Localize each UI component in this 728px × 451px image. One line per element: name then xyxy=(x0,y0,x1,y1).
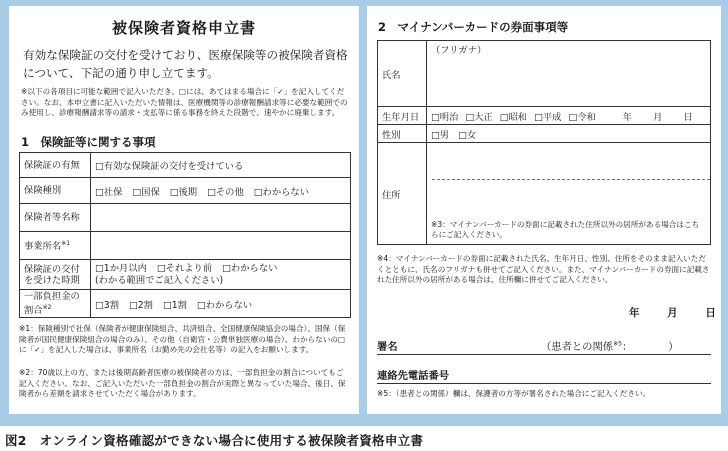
checkbox-option[interactable]: □その他 xyxy=(207,186,244,198)
table-row xyxy=(20,178,351,204)
unit-year: 年 xyxy=(629,307,640,319)
note-5: ※5：（患者との関係）欄は、保護者の方等が署名された場合にご記入ください。 xyxy=(377,389,651,398)
row-label xyxy=(20,232,91,260)
row-label: 保険証の交付を受けた時期 xyxy=(20,260,91,290)
table-row xyxy=(20,204,351,232)
sign-date xyxy=(629,305,716,320)
row-label: 生年月日 xyxy=(378,107,427,125)
checkbox-option[interactable]: □社保 xyxy=(95,186,123,198)
note-top: ※以下の各項目に可能な範囲で記入いただき、□には、あてはまる場合に「✓」を記入してください。なお、本申立書に記入いただいた情報は、医療機関等の診療報酬請求等に必要な範囲でのみ使用し、診療報酬請求等の請求・支払等に係る事務を終えた段階で、速やかに廃棄します。 xyxy=(21,87,348,118)
row-value[interactable] xyxy=(91,232,351,260)
table-row xyxy=(20,153,351,178)
row-options xyxy=(91,290,351,318)
checkbox-option[interactable]: □令和 xyxy=(568,111,596,123)
relation-end: ： ） xyxy=(621,341,679,353)
row-label-text: 事業所名 xyxy=(24,241,62,253)
unit-day: 日 xyxy=(683,111,693,123)
right-panel xyxy=(367,6,721,414)
table-row xyxy=(378,41,711,107)
checkbox-option[interactable]: □後期 xyxy=(169,186,198,198)
unit-month: 月 xyxy=(667,307,678,319)
sex-options xyxy=(427,125,711,143)
birth-options xyxy=(427,107,711,125)
left-panel xyxy=(9,6,359,414)
checkbox-option[interactable]: □明治 xyxy=(431,111,459,123)
checkbox-option[interactable]: □女 xyxy=(458,129,477,141)
relation-label: （患者との関係 xyxy=(541,341,614,353)
table-row xyxy=(378,143,711,245)
form-title: 被保険者資格申立書 xyxy=(111,19,256,37)
note-3: ※3：マイナンバーカードの券面に記載された住所以外の居所がある場合はこちらにご記入ください。 xyxy=(431,219,700,240)
furigana-label: （フリガナ） xyxy=(431,45,487,56)
mynumber-table xyxy=(377,40,711,245)
row-value[interactable]: □有効な保険証の交付を受けている xyxy=(91,153,351,178)
row-subtext: (わかる範囲でご記入ください) xyxy=(95,274,224,286)
checkbox-option[interactable]: □それより前 xyxy=(156,262,213,274)
table-row xyxy=(378,107,711,125)
row-options xyxy=(91,260,351,290)
unit-month: 月 xyxy=(653,111,663,123)
row-options xyxy=(91,178,351,204)
note-2: ※2：70歳以上の方、または後期高齢者医療の被保険者の方は、一部負担金の割合についてもご記入ください。なお、ご記入いただいた一部負担金の割合が実際と異なっていた場合、後日、保険者から差額を請求させていただく場合があります。 xyxy=(19,368,346,399)
row-label: 保険種別 xyxy=(20,178,91,204)
row-label: 保険者等名称 xyxy=(20,204,91,232)
intro-text: 有効な保険証の交付を受けており、医療保険等の被保険者資格について、下記の通り申し立てます。 xyxy=(23,48,348,80)
figure-caption: 図2 オンライン資格確認ができない場合に使用する被保険者資格申立書 xyxy=(5,433,424,448)
section2-heading: 2 マイナンバーカードの券面事項等 xyxy=(378,20,569,34)
table-row xyxy=(20,290,351,318)
name-field[interactable] xyxy=(427,41,711,107)
address-divider xyxy=(432,179,710,180)
insurance-table xyxy=(19,152,351,318)
checkbox-option[interactable]: □わからない xyxy=(253,186,310,198)
signature-line xyxy=(377,354,711,355)
address-field[interactable] xyxy=(427,143,711,245)
signature-label: 署名 xyxy=(377,341,398,353)
unit-day: 日 xyxy=(705,307,716,319)
row-label-sup: ※1 xyxy=(61,240,71,248)
phone-line[interactable] xyxy=(377,383,711,384)
row-label: 保険証の有無 xyxy=(20,153,91,178)
checkbox-option[interactable]: □2割 xyxy=(128,299,153,311)
checkbox-option[interactable]: □1か月以内 xyxy=(95,262,147,274)
checkbox-option[interactable]: □国保 xyxy=(132,186,160,198)
note-4: ※4：マイナンバーカードの券面に記載された氏名、生年月日、性別、住所をそのまま記入いただくとともに、氏名のフリガナも併せてご記入ください。また、マイナンバーカードの券面に記載された住所以外の居所がある場合は、住所欄に併せてご記入ください。 xyxy=(377,254,710,285)
checkbox-option[interactable]: □わからない xyxy=(222,262,278,274)
note-1: ※1：保険種別で社保（保険者が健康保険組合、共済組合、全国健康保険協会の場合）、国保（保険者が国民健康保険組合の場合のみ）、その他（自衛官・公費単独医療の場合）、わからないの□に「✓」を記入した場合は、事業所名（お勤め先の会社名等）の記入をお願いします。 xyxy=(19,324,346,355)
unit-year: 年 xyxy=(622,111,633,123)
phone-label: 連絡先電話番号 xyxy=(377,370,450,382)
row-label: 住所 xyxy=(378,143,427,245)
row-label-text: 一部負担金の割合 xyxy=(24,290,80,317)
row-label: 氏名 xyxy=(378,41,427,107)
row-label: 性別 xyxy=(378,125,427,143)
checkbox-option[interactable]: □わからない xyxy=(196,299,253,311)
checkbox-option[interactable]: □平成 xyxy=(534,111,562,123)
checkbox-option[interactable]: □1割 xyxy=(162,299,187,311)
checkbox-option[interactable]: □男 xyxy=(431,129,450,141)
row-label xyxy=(20,290,91,318)
checkbox-option[interactable]: □昭和 xyxy=(499,111,528,123)
table-row xyxy=(378,125,711,143)
row-value[interactable] xyxy=(91,204,351,232)
checkbox-option[interactable]: □3割 xyxy=(95,299,119,311)
table-row xyxy=(20,232,351,260)
row-label-sup: ※2 xyxy=(42,303,52,311)
relation-field[interactable] xyxy=(541,338,679,353)
checkbox-option[interactable]: □大正 xyxy=(465,111,493,123)
section1-heading: 1 保険証等に関する事項 xyxy=(21,135,156,149)
table-row xyxy=(20,260,351,290)
relation-sup: ※5 xyxy=(613,340,622,348)
